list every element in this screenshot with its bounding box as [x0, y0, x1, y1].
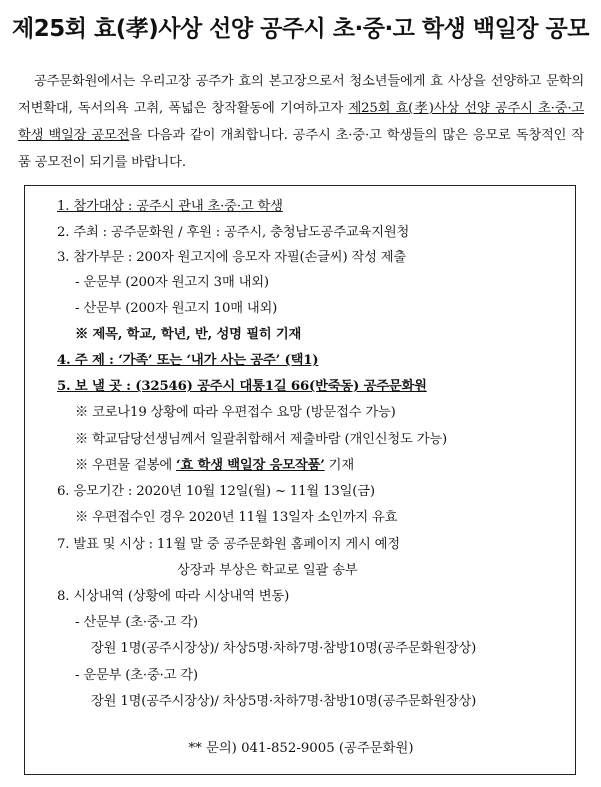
item-awards-prose: - 산문부 (초·중·고 각) [75, 615, 198, 630]
page-title: 제25회 효(孝)사상 선양 공주시 초·중·고 학생 백일장 공모 [12, 16, 589, 42]
intro-event-name: 제25회 효(孝)사상 선양 공주시 초·중·고 학생 백일장 공모전 [18, 101, 584, 143]
item-awards: 8. 시상내역 (상황에 따라 시상내역 변동) [57, 589, 290, 604]
item-target: 1. 참가대상 : 공주시 관내 초·중·고 학생 [57, 199, 283, 214]
item-category-prose: - 산문부 (200자 원고지 10매 내외) [75, 301, 278, 316]
item-address: 5. 보 낼 곳 : (32546) 공주시 대통1길 66(반죽동) 공주문화원 [57, 379, 427, 394]
item-category-verse: - 운문부 (200자 원고지 3매 내외) [75, 275, 269, 290]
item-address-note-covid: ※ 코로나19 상황에 따라 우편접수 요망 (방문접수 가능) [75, 405, 396, 420]
intro-text-before: 공주문화원에서는 우리고장 공주가 효의 본고장으로서 청소년들에게 효 사상을 선양하고 문학의 저변확대, 독서의욕 고취, 폭넓은 창작활동에 기여하고자 [18, 74, 584, 116]
intro-paragraph [18, 68, 584, 176]
envelope-note-after: 기재 [324, 458, 354, 473]
item-address-note-school: ※ 학교담당선생님께서 일괄취합해서 제출바람 (개인신청도 가능) [75, 432, 447, 447]
item-address-note-envelope [75, 455, 354, 477]
item-category-note: ※ 제목, 학교, 학년, 반, 성명 필히 기재 [75, 327, 302, 342]
item-announce-delivery: 상장과 부상은 학교로 일괄 송부 [177, 563, 358, 578]
item-theme: 4. 주 제 : ‘가족’ 또는 ‘내가 사는 공주’ (택1) [57, 353, 319, 368]
envelope-note-before: ※ 우편물 겉봉에 [75, 458, 177, 473]
contact-info: ** 문의) 041-852-9005 (공주문화원) [188, 741, 414, 756]
item-period: 6. 응모기간 : 2020년 10월 12일(월) ~ 11월 13일(금) [57, 484, 375, 499]
intro-text-after: 을 다음과 같이 개최합니다. 공주시 초·중·고 학생들의 많은 응모로 독창적인 작품 공모전이 되기를 바랍니다. [18, 128, 584, 170]
item-awards-verse-detail: 장원 1명(공주시장상)/ 차상5명·차하7명·참방10명(공주문화원장상) [91, 694, 477, 709]
details-box [24, 185, 576, 775]
envelope-note-mark: ‘효 학생 백일장 응모작품’ [176, 458, 325, 473]
item-awards-prose-detail: 장원 1명(공주시장상)/ 차상5명·차하7명·참방10명(공주문화원장상) [91, 641, 477, 656]
item-category: 3. 참가부문 : 200자 원고지에 응모자 자필(손글씨) 작성 제출 [57, 250, 407, 265]
item-host: 2. 주최 : 공주문화원 / 후원 : 공주시, 충청남도공주교육지원청 [57, 225, 410, 240]
item-period-note: ※ 우편접수인 경우 2020년 11월 13일자 소인까지 유효 [75, 510, 398, 525]
item-awards-verse: - 운문부 (초·중·고 각) [75, 668, 198, 683]
item-announce: 7. 발표 및 시상 : 11월 말 중 공주문화원 홈페이지 게시 예정 [57, 537, 400, 552]
